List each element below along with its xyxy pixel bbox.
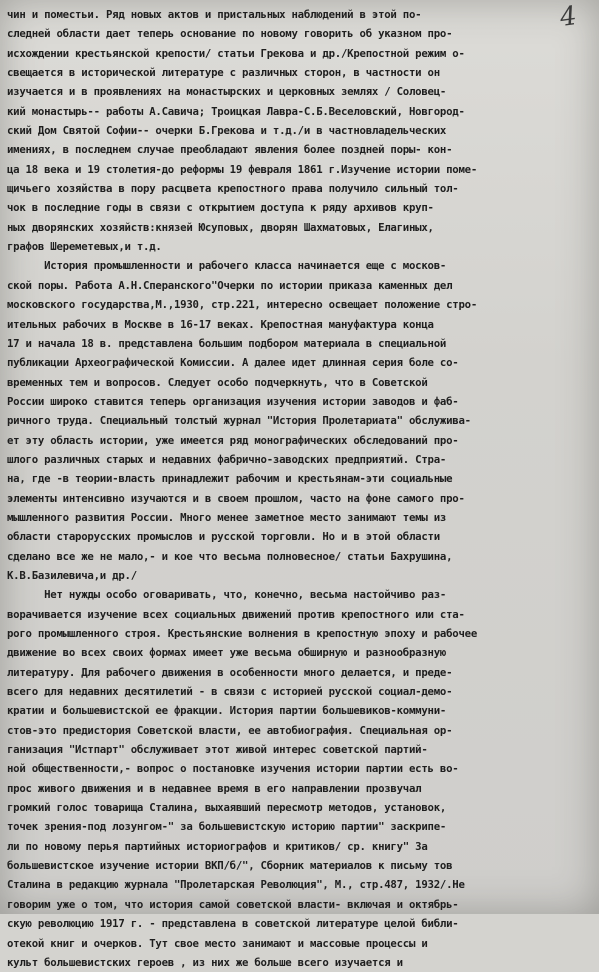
text-line: громкий голос товарища Сталина, выхаявший пересмотр методов, установок, <box>7 801 447 815</box>
text-line: на, где -в теории-власть принадлежит рабочим и крестьянам-эти социальные <box>7 472 453 486</box>
text-line: мышленного развития России. Много менее заметное место занимают темы из <box>7 510 447 524</box>
text-line: большевистское изучение истории ВКП/б/", Сборник материалов к письму тов <box>7 859 453 873</box>
text-line: имениях, в последнем случае преобладают явления более поздней поры- кон- <box>7 143 453 157</box>
text-line: элементы интенсивно изучаются и в своем прошлом, часто на фоне самого про- <box>7 491 465 505</box>
text-line: области старорусских промыслов и русской торговли. Но и в этой области <box>7 530 440 544</box>
text-line: 17 и начала 18 в. представлена большим подбором материала в специальной <box>7 336 447 350</box>
text-line: литературу. Для рабочего движения в особенности много делается, и преде- <box>7 665 453 679</box>
page-number: 4 <box>557 0 579 34</box>
text-line: ричного труда. Специальный толстый журнал "История Пролетариата" обслужива- <box>7 414 471 428</box>
text-line: прос живого движения и в недавнее время в его направлении прозвучал <box>7 781 422 795</box>
text-line: графов Шереметевых,и т.д. <box>7 240 162 254</box>
text-line: К.В.Базилевича,и др./ <box>7 568 137 582</box>
text-line: кратии и большевистской ее фракции. История партии большевиков-коммуни- <box>7 704 447 718</box>
text-line: ской поры. Работа А.Н.Сперанского"Очерки по истории приказа каменных дел <box>7 278 453 292</box>
text-line: чок в последние годы в связи с открытием доступа к ряду архивов круп- <box>7 201 434 215</box>
text-line: щичьего хозяйства в пору расцвета крепостного права получило сильный тол- <box>7 182 459 196</box>
text-line: изучается и в проявлениях на монастырских и церковных землях / Соловец- <box>7 85 447 99</box>
text-line: всего для недавних десятилетий - в связи с историей русской социал-демо- <box>7 685 453 699</box>
text-line: ворачивается изучение всех социальных движений против крепостного или ста- <box>7 607 465 621</box>
text-line: ли по новому перья партийных историографов и критиков/ ср. книгу" За <box>7 839 428 853</box>
text-line: кий монастырь-- работы А.Савича; Троицкая Лавра-С.Б.Веселовский, Новгород- <box>7 104 465 118</box>
text-line: ительных рабочих в Москве в 16-17 веках. Крепостная мануфактура конца <box>7 317 434 331</box>
text-line: движение во всех своих формах имеет уже весьма обширную и разнообразную <box>7 646 447 660</box>
text-line: стов-это предистория Советской власти, ее автобиография. Специальная ор- <box>7 723 453 737</box>
text-line: московского государства,М.,1930, стр.221, интересно освещает положение стро- <box>7 298 478 312</box>
text-line: ной общественности,- вопрос о постановке изучения истории партии есть во- <box>7 762 459 776</box>
text-line: ет эту область истории, уже имеется ряд монографических обследований про- <box>7 433 459 447</box>
text-line: чин и поместьи. Ряд новых актов и пристальных наблюдений в этой по- <box>7 8 422 21</box>
text-line: Сталина в редакцию журнала "Пролетарская Революция", М., стр.487, 1932/.Не <box>7 878 465 892</box>
text-line: исхождении крестьянской крепости/ статьи Грекова и др./Крепостной режим о- <box>7 46 465 60</box>
text-line: рого промышленного строя. Крестьянские волнения в крепостную эпоху и рабочее <box>7 627 478 640</box>
text-line: Нет нужды особо оговаривать, что, конечно, весьма настойчиво раз- <box>7 588 447 602</box>
text-line: следней области дает теперь основание по новому говорить об указном про- <box>7 27 453 41</box>
text-line: России широко ставится теперь организация изучения истории заводов и фаб- <box>7 394 459 408</box>
text-line: свещается в исторической литературе с различных сторон, в частности он <box>7 66 440 80</box>
text-line: История промышленности и рабочего класса начинается еще с москов- <box>7 259 447 273</box>
text-line: точек зрения-под лозунгом-" за большевистскую историю партии" заскрипе- <box>7 820 447 834</box>
text-line: ца 18 века и 19 столетия-до реформы 19 февраля 1861 г.Изучение истории поме- <box>7 162 478 176</box>
text-line: говорим уже о том, что история самой советской власти- включая и октябрь- <box>7 897 459 911</box>
text-line: публикации Археографической Комиссии. А далее идет длинная серия боле со- <box>7 356 459 370</box>
text-line: шлого различных старых и недавних фабрично-заводских предприятий. Стра- <box>7 452 447 466</box>
text-line: ных дворянских хозяйств:князей Юсуповых, дворян Шахматовых, Елагиных, <box>7 220 434 234</box>
text-line: отекой книг и очерков. Тут свое место занимают и массовые процессы и <box>7 936 428 950</box>
text-line: сделано все же не мало,- и кое что весьма полновесное/ статьи Бахрушина, <box>7 549 453 563</box>
text-line: ский Дом Святой Софии-- очерки Б.Грекова и т.д./и в частновладельческих <box>7 124 447 138</box>
typewritten-text <box>7 5 595 972</box>
text-line: временных тем и вопросов. Следует особо подчеркнуть, что в Советской <box>7 375 428 389</box>
text-line: скую революцию 1917 г. - представлена в советской литературе целой библи- <box>7 917 459 931</box>
text-line: ганизация "Истпарт" обслуживает этот живой интерес советской партий- <box>7 743 428 757</box>
text-line: культ большевистских героев , из них же больше всего изучается и <box>7 955 403 969</box>
